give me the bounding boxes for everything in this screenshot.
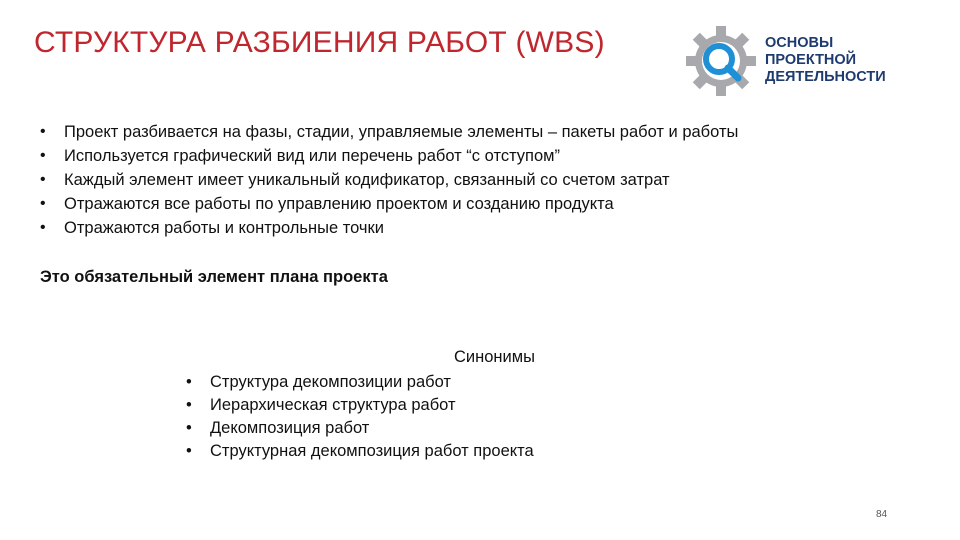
synonym-item xyxy=(186,418,686,438)
bullet-icon: • xyxy=(186,373,192,391)
synonym-text: Структурная декомпозиция работ проекта xyxy=(210,442,534,460)
bullet-item xyxy=(40,194,840,214)
synonym-item xyxy=(186,441,686,461)
bullet-list xyxy=(40,122,840,242)
logo-line-3: ДЕЯТЕЛЬНОСТИ xyxy=(765,69,886,85)
bullet-icon: • xyxy=(40,147,46,164)
bullet-text: Каждый элемент имеет уникальный кодификатор, связанный со счетом затрат xyxy=(64,171,670,189)
bullet-item xyxy=(40,170,840,190)
gear-magnifier-icon xyxy=(684,25,760,97)
synonyms-list xyxy=(186,372,686,464)
page-number: 84 xyxy=(876,509,888,520)
bullet-icon: • xyxy=(40,195,46,212)
logo xyxy=(684,25,914,97)
slide-title: СТРУКТУРА РАЗБИЕНИЯ РАБОТ (WBS) xyxy=(34,26,605,59)
logo-text xyxy=(765,35,886,86)
logo-line-1: ОСНОВЫ xyxy=(765,35,834,51)
emphasis-text: Это обязательный элемент плана проекта xyxy=(40,268,388,286)
bullet-item xyxy=(40,218,840,238)
synonym-text: Структура декомпозиции работ xyxy=(210,373,451,391)
bullet-item xyxy=(40,146,840,166)
bullet-text: Отражаются работы и контрольные точки xyxy=(64,219,384,237)
synonym-item xyxy=(186,372,686,392)
bullet-icon: • xyxy=(40,123,46,140)
bullet-icon: • xyxy=(186,396,192,414)
bullet-icon: • xyxy=(186,419,192,437)
synonym-item xyxy=(186,395,686,415)
synonym-text: Иерархическая структура работ xyxy=(210,396,456,414)
synonym-text: Декомпозиция работ xyxy=(210,419,370,437)
bullet-icon: • xyxy=(40,219,46,236)
bullet-icon: • xyxy=(186,442,192,460)
synonyms-heading: Синонимы xyxy=(454,348,535,366)
bullet-text: Отражаются все работы по управлению проектом и созданию продукта xyxy=(64,195,614,213)
bullet-icon: • xyxy=(40,171,46,188)
logo-line-2: ПРОЕКТНОЙ xyxy=(765,52,857,68)
bullet-item xyxy=(40,122,840,142)
bullet-text: Используется графический вид или перечень работ “с отступом” xyxy=(64,147,561,165)
bullet-text: Проект разбивается на фазы, стадии, управляемые элементы – пакеты работ и работы xyxy=(64,123,739,141)
